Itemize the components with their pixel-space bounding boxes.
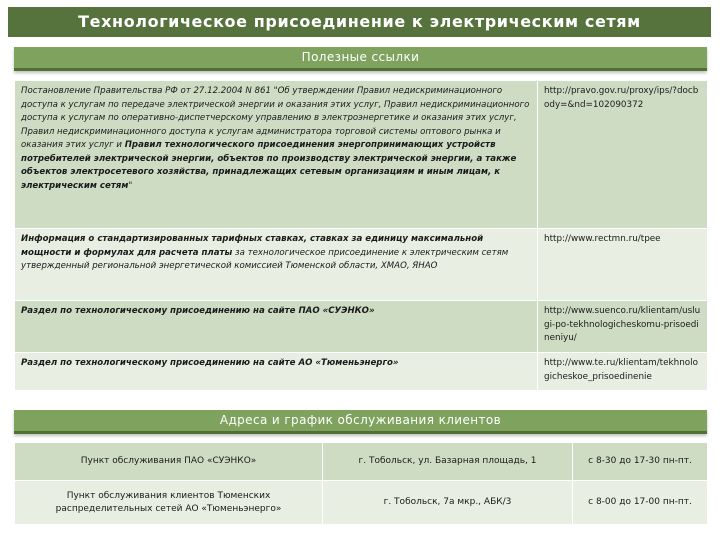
service-point: Пункт обслуживания ПАО «СУЭНКО» [15,443,323,481]
table-row [15,301,708,353]
table-row [15,229,708,301]
description-bold-text: Информация о стандартизированных тарифных ставках, ставках за единицу максимальной мощности и формулах для расчета платы [21,234,484,258]
link-url[interactable]: http://pravo.gov.ru/proxy/ips/?docbody=&nd=102090372 [538,81,708,229]
service-hours: с 8-00 до 17-00 пн-пт. [573,481,708,525]
addresses-table [14,442,708,525]
links-section-header: Полезные ссылки [14,47,707,71]
description-bold-text: Раздел по технологическому присоединению на сайте АО «Тюменьэнерго» [21,358,399,368]
service-address: г. Тобольск, 7а мкр., АБК/3 [323,481,573,525]
link-description [15,81,538,229]
table-row [15,481,708,525]
description-text: Постановление Правительства РФ от 27.12.2004 N 861 "Об утверждении Правил недискриминационного доступа к услугам по передаче электрической энергии и оказания этих услуг, Правил недискриминационного доступа к услугам по оперативно-диспетчерскому управлению в электроэнергетике и оказания этих услуг, Правил недискриминационного доступа к услугам администратора торговой системы оптового рынка и оказания этих услуг и [21,86,530,150]
link-description [15,301,538,353]
service-address: г. Тобольск, ул. Базарная площадь, 1 [323,443,573,481]
description-tail: " [128,180,133,191]
table-row [15,353,708,391]
link-description [15,229,538,301]
table-row [15,443,708,481]
description-bold-text: Правил технологического присоединения энергопринимающих устройств потребителей электрической энергии, объектов по производству электрической энергии, а также объектов электросетевого хозяйства, принадлежащих сетевым организациям и иным лицам, к электрическим сетям [21,140,517,191]
description-bold-text: Раздел по технологическому присоединению на сайте ПАО «СУЭНКО» [21,306,375,316]
link-url[interactable]: http://www.te.ru/klientam/tekhnologicheskoe_prisoedinenie [538,353,708,391]
link-url[interactable]: http://www.rectmn.ru/tpee [538,229,708,301]
description-text: за технологическое присоединение к электрическим сетям утвержденный региональной энергетической комиссией Тюменской области, ХМАО, ЯНАО [21,247,509,271]
links-table [14,80,708,391]
page-title: Технологическое присоединение к электрическим сетям [8,7,711,37]
table-row [15,81,708,229]
addresses-section-header: Адреса и график обслуживания клиентов [14,410,707,434]
link-description [15,353,538,391]
service-hours: с 8-30 до 17-30 пн-пт. [573,443,708,481]
service-point: Пункт обслуживания клиентов Тюменских распределительных сетей АО «Тюменьэнерго» [15,481,323,525]
link-url[interactable]: http://www.suenco.ru/klientam/uslugi-po-tekhnologicheskomu-prisoedineniyu/ [538,301,708,353]
